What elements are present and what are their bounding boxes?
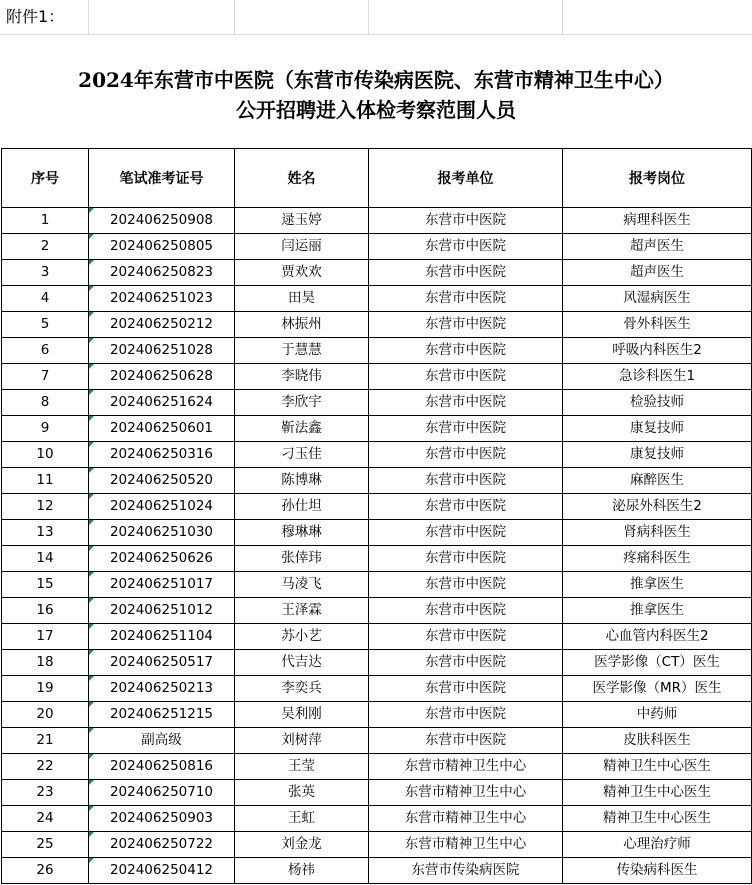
cell-exam-id-text: 202406250628 <box>109 368 214 384</box>
cell-no[interactable]: 2 <box>2 234 89 260</box>
text-number-marker-icon <box>89 676 94 681</box>
table-body <box>2 208 752 884</box>
text-number-marker-icon <box>89 442 94 447</box>
cell-name[interactable]: 李晓伟 <box>235 364 369 390</box>
column-header-exam-id: 笔试准考证号 <box>89 149 235 208</box>
cell-unit[interactable]: 东营市中医院 <box>369 234 563 260</box>
text-number-marker-icon <box>89 208 94 213</box>
cell-position[interactable]: 医学影像（MR）医生 <box>563 676 752 702</box>
text-number-marker-icon <box>89 546 94 551</box>
cell-unit[interactable]: 东营市中医院 <box>369 572 563 598</box>
cell-unit[interactable]: 东营市中医院 <box>369 364 563 390</box>
cell-exam-id-text: 202406251023 <box>109 290 214 306</box>
cell-unit[interactable]: 东营市精神卫生中心 <box>369 754 563 780</box>
cell-no[interactable]: 7 <box>2 364 89 390</box>
cell-exam-id-text: 202406251028 <box>109 342 214 358</box>
cell-exam-id[interactable] <box>89 468 235 494</box>
cell-name[interactable]: 刘树萍 <box>235 728 369 754</box>
cell-unit[interactable]: 东营市中医院 <box>369 260 563 286</box>
cell-exam-id[interactable] <box>89 754 235 780</box>
grid-line <box>234 0 235 34</box>
cell-no[interactable]: 16 <box>2 598 89 624</box>
cell-position[interactable]: 疼痛科医生 <box>563 546 752 572</box>
cell-unit[interactable]: 东营市中医院 <box>369 390 563 416</box>
cell-unit[interactable]: 东营市中医院 <box>369 494 563 520</box>
cell-name[interactable]: 马凌飞 <box>235 572 369 598</box>
cell-exam-id-text: 202406251215 <box>109 706 214 722</box>
cell-no[interactable]: 13 <box>2 520 89 546</box>
cell-exam-id[interactable] <box>89 598 235 624</box>
column-header-no: 序号 <box>2 149 89 208</box>
cell-unit[interactable]: 东营市中医院 <box>369 312 563 338</box>
cell-exam-id[interactable] <box>89 208 235 234</box>
cell-position[interactable]: 风湿病医生 <box>563 286 752 312</box>
text-number-marker-icon <box>89 338 94 343</box>
text-number-marker-icon <box>89 364 94 369</box>
table-row <box>2 208 752 234</box>
cell-no[interactable]: 10 <box>2 442 89 468</box>
cell-position[interactable]: 泌尿外科医生2 <box>563 494 752 520</box>
cell-exam-id-text: 202406250517 <box>109 654 214 670</box>
cell-exam-id-text: 202406250626 <box>109 550 214 566</box>
cell-no[interactable]: 20 <box>2 702 89 728</box>
table-row <box>2 624 752 650</box>
table-row <box>2 416 752 442</box>
grid-line <box>562 0 563 34</box>
table-row <box>2 728 752 754</box>
cell-position[interactable]: 心理治疗师 <box>563 832 752 858</box>
cell-exam-id-text: 202406251624 <box>109 394 214 410</box>
annex-row <box>0 0 752 34</box>
cell-exam-id[interactable] <box>89 702 235 728</box>
cell-no[interactable]: 19 <box>2 676 89 702</box>
cell-no[interactable]: 17 <box>2 624 89 650</box>
cell-no[interactable]: 9 <box>2 416 89 442</box>
table-row <box>2 468 752 494</box>
table-row <box>2 650 752 676</box>
cell-unit[interactable]: 东营市中医院 <box>369 624 563 650</box>
cell-exam-id[interactable] <box>89 338 235 364</box>
cell-exam-id-text: 202406250710 <box>109 784 214 800</box>
text-number-marker-icon <box>89 468 94 473</box>
cell-name[interactable]: 田昊 <box>235 286 369 312</box>
cell-unit[interactable]: 东营市中医院 <box>369 286 563 312</box>
cell-name[interactable]: 闫运丽 <box>235 234 369 260</box>
cell-exam-id[interactable] <box>89 676 235 702</box>
cell-position[interactable]: 精神卫生中心医生 <box>563 754 752 780</box>
cell-name[interactable]: 张英 <box>235 780 369 806</box>
cell-no[interactable]: 11 <box>2 468 89 494</box>
cell-exam-id[interactable] <box>89 546 235 572</box>
cell-name[interactable]: 代吉达 <box>235 650 369 676</box>
cell-exam-id[interactable] <box>89 364 235 390</box>
cell-name[interactable]: 王莹 <box>235 754 369 780</box>
cell-position[interactable]: 推拿医生 <box>563 598 752 624</box>
cell-exam-id[interactable] <box>89 624 235 650</box>
cell-no[interactable]: 4 <box>2 286 89 312</box>
cell-position[interactable]: 病理科医生 <box>563 208 752 234</box>
cell-exam-id-text: 202406250601 <box>109 420 214 436</box>
cell-unit[interactable]: 东营市中医院 <box>369 676 563 702</box>
cell-exam-id[interactable] <box>89 494 235 520</box>
text-number-marker-icon <box>89 650 94 655</box>
cell-position[interactable]: 推拿医生 <box>563 572 752 598</box>
cell-position[interactable]: 中药师 <box>563 702 752 728</box>
cell-unit[interactable]: 东营市中医院 <box>369 546 563 572</box>
text-number-marker-icon <box>89 754 94 759</box>
cell-no[interactable]: 21 <box>2 728 89 754</box>
cell-position[interactable]: 检验技师 <box>563 390 752 416</box>
cell-no[interactable]: 18 <box>2 650 89 676</box>
cell-exam-id[interactable] <box>89 234 235 260</box>
text-number-marker-icon <box>89 234 94 239</box>
table-row <box>2 598 752 624</box>
table-row <box>2 286 752 312</box>
cell-position[interactable]: 麻醉医生 <box>563 468 752 494</box>
cell-name[interactable]: 王虹 <box>235 806 369 832</box>
cell-exam-id-text: 202406250816 <box>109 758 214 774</box>
cell-exam-id[interactable] <box>89 520 235 546</box>
grid-line <box>368 0 369 34</box>
cell-unit[interactable]: 东营市中医院 <box>369 468 563 494</box>
cell-unit[interactable]: 东营市中医院 <box>369 338 563 364</box>
cell-exam-id[interactable] <box>89 832 235 858</box>
cell-unit[interactable]: 东营市中医院 <box>369 208 563 234</box>
cell-name[interactable]: 王泽霖 <box>235 598 369 624</box>
text-number-marker-icon <box>89 572 94 577</box>
table-row <box>2 806 752 832</box>
cell-name[interactable]: 于慧慧 <box>235 338 369 364</box>
cell-exam-id[interactable] <box>89 858 235 884</box>
cell-exam-id-text: 202406250213 <box>109 680 214 696</box>
text-number-marker-icon <box>89 520 94 525</box>
table-row <box>2 442 752 468</box>
grid-line <box>88 0 89 34</box>
cell-position[interactable]: 超声医生 <box>563 234 752 260</box>
cell-exam-id-text: 副高级 <box>141 732 182 748</box>
cell-name[interactable]: 刘金龙 <box>235 832 369 858</box>
title-block <box>0 34 752 147</box>
table-row <box>2 754 752 780</box>
cell-exam-id-text: 202406250520 <box>109 472 214 488</box>
text-number-marker-icon <box>89 260 94 265</box>
table-row <box>2 234 752 260</box>
cell-no[interactable]: 14 <box>2 546 89 572</box>
cell-no[interactable]: 8 <box>2 390 89 416</box>
table-row <box>2 260 752 286</box>
cell-exam-id[interactable] <box>89 728 235 754</box>
cell-position[interactable]: 急诊科医生1 <box>563 364 752 390</box>
candidate-table <box>1 148 752 884</box>
cell-name[interactable]: 张倖玮 <box>235 546 369 572</box>
cell-unit[interactable]: 东营市中医院 <box>369 650 563 676</box>
cell-position[interactable]: 医学影像（CT）医生 <box>563 650 752 676</box>
cell-position[interactable]: 康复技师 <box>563 416 752 442</box>
cell-exam-id[interactable] <box>89 806 235 832</box>
cell-unit[interactable]: 东营市精神卫生中心 <box>369 832 563 858</box>
text-number-marker-icon <box>89 780 94 785</box>
page-subtitle: 公开招聘进入体检考察范围人员 <box>236 98 516 122</box>
cell-no[interactable]: 12 <box>2 494 89 520</box>
table-row <box>2 702 752 728</box>
table-row <box>2 546 752 572</box>
text-number-marker-icon <box>89 286 94 291</box>
cell-exam-id-text: 202406250316 <box>109 446 214 462</box>
cell-unit[interactable]: 东营市精神卫生中心 <box>369 806 563 832</box>
cell-name[interactable]: 杨祎 <box>235 858 369 884</box>
cell-no[interactable]: 1 <box>2 208 89 234</box>
text-number-marker-icon <box>89 312 94 317</box>
cell-unit[interactable]: 东营市中医院 <box>369 442 563 468</box>
cell-exam-id-text: 202406250212 <box>109 316 214 332</box>
cell-unit[interactable]: 东营市中医院 <box>369 728 563 754</box>
cell-exam-id-text: 202406251104 <box>109 628 214 644</box>
cell-unit[interactable]: 东营市中医院 <box>369 598 563 624</box>
cell-name[interactable]: 贾欢欢 <box>235 260 369 286</box>
cell-position[interactable]: 肾病科医生 <box>563 520 752 546</box>
cell-exam-id-text: 202406250903 <box>109 810 214 826</box>
cell-position[interactable]: 精神卫生中心医生 <box>563 806 752 832</box>
annex-label: 附件1： <box>6 7 65 26</box>
table-row <box>2 390 752 416</box>
cell-name[interactable]: 苏小艺 <box>235 624 369 650</box>
table-row <box>2 832 752 858</box>
cell-position[interactable]: 精神卫生中心医生 <box>563 780 752 806</box>
cell-no[interactable]: 23 <box>2 780 89 806</box>
cell-exam-id[interactable] <box>89 260 235 286</box>
cell-exam-id-text: 202406251012 <box>109 602 214 618</box>
column-header-name: 姓名 <box>235 149 369 208</box>
table-row <box>2 364 752 390</box>
text-number-marker-icon <box>89 858 94 863</box>
cell-no[interactable]: 5 <box>2 312 89 338</box>
cell-exam-id-text: 202406251017 <box>109 576 214 592</box>
text-number-marker-icon <box>89 832 94 837</box>
page-title: 2024年东营市中医院（东营市传染病医院、东营市精神卫生中心） <box>78 68 674 92</box>
cell-name[interactable]: 靳法鑫 <box>235 416 369 442</box>
cell-exam-id-text: 202406250412 <box>109 862 214 878</box>
cell-no[interactable]: 15 <box>2 572 89 598</box>
table-row <box>2 494 752 520</box>
cell-no[interactable]: 6 <box>2 338 89 364</box>
text-number-marker-icon <box>89 728 94 733</box>
cell-exam-id[interactable] <box>89 572 235 598</box>
text-number-marker-icon <box>89 598 94 603</box>
cell-name[interactable]: 穆琳琳 <box>235 520 369 546</box>
table-row <box>2 858 752 884</box>
cell-name[interactable]: 陈博琳 <box>235 468 369 494</box>
column-header-position: 报考岗位 <box>563 149 752 208</box>
text-number-marker-icon <box>89 390 94 395</box>
column-header-unit: 报考单位 <box>369 149 563 208</box>
cell-unit[interactable]: 东营市中医院 <box>369 702 563 728</box>
cell-exam-id[interactable] <box>89 442 235 468</box>
cell-position[interactable]: 骨外科医生 <box>563 312 752 338</box>
cell-unit[interactable]: 东营市中医院 <box>369 520 563 546</box>
table-row <box>2 520 752 546</box>
cell-name[interactable]: 林振州 <box>235 312 369 338</box>
cell-no[interactable]: 22 <box>2 754 89 780</box>
cell-position[interactable]: 超声医生 <box>563 260 752 286</box>
cell-exam-id[interactable] <box>89 416 235 442</box>
cell-exam-id-text: 202406251024 <box>109 498 214 514</box>
cell-position[interactable]: 皮肤科医生 <box>563 728 752 754</box>
cell-exam-id-text: 202406251030 <box>109 524 214 540</box>
cell-unit[interactable]: 东营市中医院 <box>369 416 563 442</box>
cell-exam-id[interactable] <box>89 286 235 312</box>
cell-unit[interactable]: 东营市传染病医院 <box>369 858 563 884</box>
cell-position[interactable]: 心血管内科医生2 <box>563 624 752 650</box>
cell-name[interactable]: 李欣宇 <box>235 390 369 416</box>
text-number-marker-icon <box>89 702 94 707</box>
cell-no[interactable]: 25 <box>2 832 89 858</box>
cell-exam-id-text: 202406250805 <box>109 238 214 254</box>
cell-no[interactable]: 26 <box>2 858 89 884</box>
text-number-marker-icon <box>89 806 94 811</box>
cell-exam-id[interactable] <box>89 312 235 338</box>
cell-exam-id[interactable] <box>89 390 235 416</box>
cell-name[interactable]: 刁玉佳 <box>235 442 369 468</box>
table-row <box>2 572 752 598</box>
cell-position[interactable]: 呼吸内科医生2 <box>563 338 752 364</box>
cell-no[interactable]: 24 <box>2 806 89 832</box>
cell-name[interactable]: 李奕兵 <box>235 676 369 702</box>
table-row <box>2 780 752 806</box>
cell-name[interactable]: 吴利刚 <box>235 702 369 728</box>
table-row <box>2 338 752 364</box>
text-number-marker-icon <box>89 624 94 629</box>
table-row <box>2 312 752 338</box>
table-row <box>2 676 752 702</box>
cell-exam-id-text: 202406250722 <box>109 836 214 852</box>
cell-no[interactable]: 3 <box>2 260 89 286</box>
cell-unit[interactable]: 东营市精神卫生中心 <box>369 780 563 806</box>
cell-name[interactable]: 逯玉婷 <box>235 208 369 234</box>
cell-position[interactable]: 康复技师 <box>563 442 752 468</box>
cell-position[interactable]: 传染病科医生 <box>563 858 752 884</box>
cell-exam-id-text: 202406250908 <box>109 212 214 228</box>
cell-exam-id-text: 202406250823 <box>109 264 214 280</box>
text-number-marker-icon <box>89 494 94 499</box>
text-number-marker-icon <box>89 416 94 421</box>
table-header-row <box>2 149 752 208</box>
cell-exam-id[interactable] <box>89 650 235 676</box>
cell-exam-id[interactable] <box>89 780 235 806</box>
cell-name[interactable]: 孙仕坦 <box>235 494 369 520</box>
